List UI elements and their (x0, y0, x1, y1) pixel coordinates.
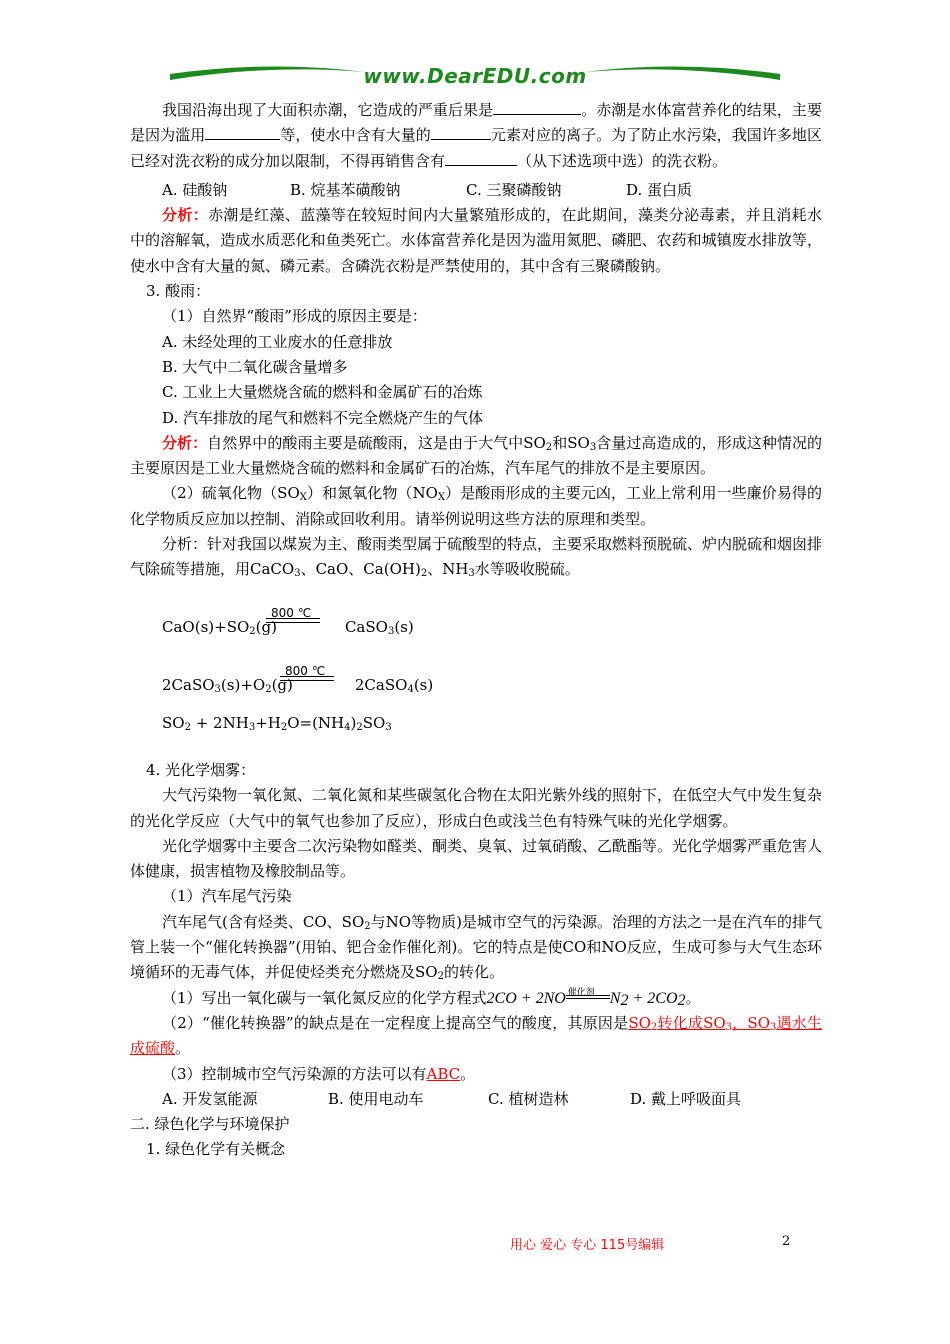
text: 水等吸收脱硫。 (474, 560, 580, 579)
subscript: 3 (589, 441, 597, 453)
text: 转化成SO (657, 1013, 726, 1032)
section-green-chem-title: 二. 绿色化学与环境保护 (130, 1115, 290, 1134)
section-acid-rain-title: 3. 酸雨： (146, 282, 211, 301)
analysis-red-tide (130, 203, 822, 279)
text: SO (362, 713, 386, 732)
text: 遇水生成硫酸 (130, 1013, 822, 1058)
acid-rain-q1: （1）自然界“酸雨”形成的原因主要是： (162, 307, 427, 326)
text: ) (350, 713, 357, 732)
text: （从下述选项中选）的洗衣粉。 (517, 151, 728, 170)
subscript: 2 (364, 920, 371, 932)
document-content (130, 98, 822, 1163)
page-number: 2 (782, 1234, 791, 1249)
subscript: 3 (468, 568, 475, 580)
text: 分析：针对我国以煤炭为主、酸雨类型属于硫酸型的特点，主要采取燃料预脱硫、炉内脱硫和烟囱排气除硫等措施，用CaCO (130, 535, 823, 579)
subscript: 3 (770, 1021, 777, 1033)
equation-text: + 2CO (628, 989, 678, 1007)
text: 2CaSO (162, 675, 215, 694)
subscript: 2 (420, 568, 428, 580)
text: （3）控制城市空气污染源的方法可以有 (162, 1064, 427, 1083)
text: O=(NH (287, 713, 345, 732)
acid-rain-option-d: D. 汽车排放的尾气和燃料不完全燃烧产生的气体 (162, 408, 484, 427)
text: 、CaO、Ca(OH) (300, 560, 421, 579)
acid-rain-analysis-2 (130, 532, 822, 583)
text: 自然界中的酸雨主要是硫酸雨，这是由于大气中SO (207, 433, 546, 452)
text: SO (162, 713, 185, 732)
equation-2 (130, 657, 822, 715)
analysis-text: 赤潮是红藻、蓝藻等在较短时间内大量繁殖形成的，在此期间，藻类分泌毒素，并且消耗水中的溶解氧，造成水质恶化和鱼类死亡。水体富营养化是因为滥用氮肥、磷肥、农药和城镇废水排放等，使水中含有大量的氮、磷元素。含磷洗衣粉是严禁使用的，其中含有三聚磷酸钠。 (130, 206, 822, 275)
option-a: A. 硅酸钠 (162, 180, 228, 199)
question-red-tide (130, 98, 822, 174)
subscript: 2 (650, 1021, 658, 1033)
answer-q3: ABC (426, 1064, 461, 1083)
text: ，SO (732, 1013, 771, 1032)
section-smog-title: 4. 光化学烟雾： (146, 760, 256, 779)
smog-q2 (130, 1011, 822, 1062)
acid-rain-option-c: C. 工业上大量燃烧含硫的燃料和金属矿石的冶炼 (162, 383, 483, 402)
text: +H (255, 713, 281, 732)
reaction-condition: 800 ℃ (285, 663, 326, 678)
text: 和SO (552, 433, 590, 452)
reaction-condition: 800 ℃ (271, 605, 312, 620)
option-d: D. 戴上呼吸面具 (630, 1089, 742, 1108)
analysis-acid-rain (130, 431, 822, 482)
options-smog (130, 1087, 822, 1112)
option-b: B. 使用电动车 (328, 1089, 424, 1108)
green-chem-sub-1: 1. 绿色化学有关概念 (146, 1140, 286, 1159)
text: 。 (460, 1064, 476, 1083)
equation-1 (130, 599, 822, 657)
option-c: C. 植树造林 (488, 1089, 569, 1108)
equation-text (162, 673, 433, 698)
text: （2）硫氧化物（SO (162, 484, 300, 503)
equation-text (162, 615, 414, 640)
text: + 2NH (190, 713, 249, 732)
analysis-label: 分析： (162, 206, 209, 225)
text: 、NH (427, 560, 469, 579)
options-red-tide (130, 178, 822, 203)
analysis-label: 分析： (162, 433, 208, 452)
footer-note: 用心 爱心 专心 115号编辑 (510, 1238, 665, 1253)
subscript: 2 (249, 625, 256, 637)
option-a: A. 开发氢能源 (162, 1089, 258, 1108)
subscript: X (437, 492, 446, 504)
text: 元素对应的离子。为了防止水污染，我国许多地区已经对洗衣粉的成分加以限制，不得再销售含有 (130, 126, 822, 170)
subscript: 3 (248, 721, 256, 733)
subscript: 4 (407, 683, 414, 695)
text: 。赤潮是水体富营养化的结果，主要是因为滥用 (130, 101, 822, 145)
acid-rain-option-b: B. 大气中二氧化碳含量增多 (162, 357, 348, 376)
option-c: C. 三聚磷酸钠 (466, 180, 562, 199)
answer-blank (431, 123, 491, 140)
text: （2）“催化转换器”的缺点是在一定程度上提高空气的酸度，其原因是 (162, 1013, 629, 1032)
text: (s)+O (220, 675, 266, 694)
text: ）和氮氧化物（NO (306, 484, 438, 503)
subscript: 3 (294, 568, 301, 580)
smog-paragraph-2: 光化学烟雾中主要含二次污染物如醛类、酮类、臭氧、过氧硝酸、乙酰酯等。光化学烟雾严重危害人体健康，损害植物及橡胶制品等。 (130, 836, 823, 881)
text: CaO(s)+SO (162, 617, 250, 636)
catalyst-label: 催化剂 (567, 987, 595, 998)
equation-text: 2CO + 2NO (486, 989, 566, 1007)
subscript: X (299, 492, 307, 504)
text: 与NO等物质)是城市空气的污染源。治理的方法之一是在汽车的排气管上装一个“催化转换器”(用铂、钯合金作催化剂)。它的特点是使CO和NO反应，生成可参与大气生态环境循环的无毒气体，并促使烃类充分燃烧及SO (130, 912, 823, 982)
subscript: 3 (725, 1021, 733, 1033)
smog-q3 (130, 1062, 822, 1087)
text: 2CaSO (354, 675, 408, 694)
acid-rain-option-a: A. 未经处理的工业废水的任意排放 (162, 332, 393, 351)
text: （1）写出一氧化碳与一氧化氮反应的化学方程式 (162, 988, 487, 1007)
acid-rain-q2 (130, 481, 822, 532)
text: (g) (271, 675, 293, 694)
smog-paragraph-1: 大气污染物一氧化氮、二氧化氮和某些碳氢化合物在太阳光紫外线的照射下，在低空大气中发生复杂的光化学反应（大气中的氧气也参加了反应），形成白色或浅兰色有特殊气味的光化学烟雾。 (130, 786, 823, 830)
text: ）是酸雨形成的主要元凶，工业上常利用一些廉价易得的化学物质反应加以控制、消除或回收利用。请举例说明这些方法的原理和类型。 (130, 484, 822, 528)
subscript: 2 (545, 441, 553, 453)
catalyst-arrow (566, 989, 610, 1003)
subscript: 3 (385, 721, 392, 733)
text: 含量过高造成的，形成这种情况的主要原因是工业大量燃烧含硫的燃料和金属矿石的冶炼，汽车尾气的排放不是主要原因。 (130, 433, 822, 478)
subscript: 2 (280, 721, 288, 733)
option-d: D. 蛋白质 (626, 180, 693, 199)
smog-q1 (130, 986, 822, 1011)
text: (g) (255, 617, 277, 636)
site-url[interactable]: www.DearEDU.com (363, 64, 587, 88)
subscript: 3 (214, 683, 221, 695)
option-b: B. 烷基苯磺酸钠 (290, 180, 401, 199)
subscript: 4 (344, 721, 351, 733)
site-header (160, 58, 790, 98)
answer-blank (493, 98, 581, 115)
subscript: 2 (620, 991, 629, 1009)
text: (s) (394, 617, 414, 636)
subscript: 3 (387, 625, 395, 637)
subscript: 2 (184, 721, 191, 733)
answer-blank (205, 123, 280, 140)
text: 等，使水中含有大量的 (280, 126, 431, 145)
subscript: 2 (677, 991, 686, 1009)
subscript: 2 (265, 683, 272, 695)
equation-text: N (609, 989, 621, 1007)
text: 汽车尾气(含有烃类、CO、SO (162, 912, 365, 931)
text: (s) (413, 675, 434, 694)
text: SO (628, 1013, 651, 1032)
subscript: 2 (437, 971, 444, 983)
smog-paragraph-3 (130, 910, 822, 986)
smog-sub-1: （1）汽车尾气污染 (162, 887, 292, 906)
text: 的转化。 (443, 963, 504, 982)
answer-blank (445, 149, 517, 166)
text: 我国沿海出现了大面积赤潮，它造成的严重后果是 (162, 101, 494, 119)
subscript: 2 (356, 721, 363, 733)
text: 。 (175, 1039, 191, 1058)
text: 。 (685, 988, 701, 1007)
text: CaSO (344, 617, 388, 636)
